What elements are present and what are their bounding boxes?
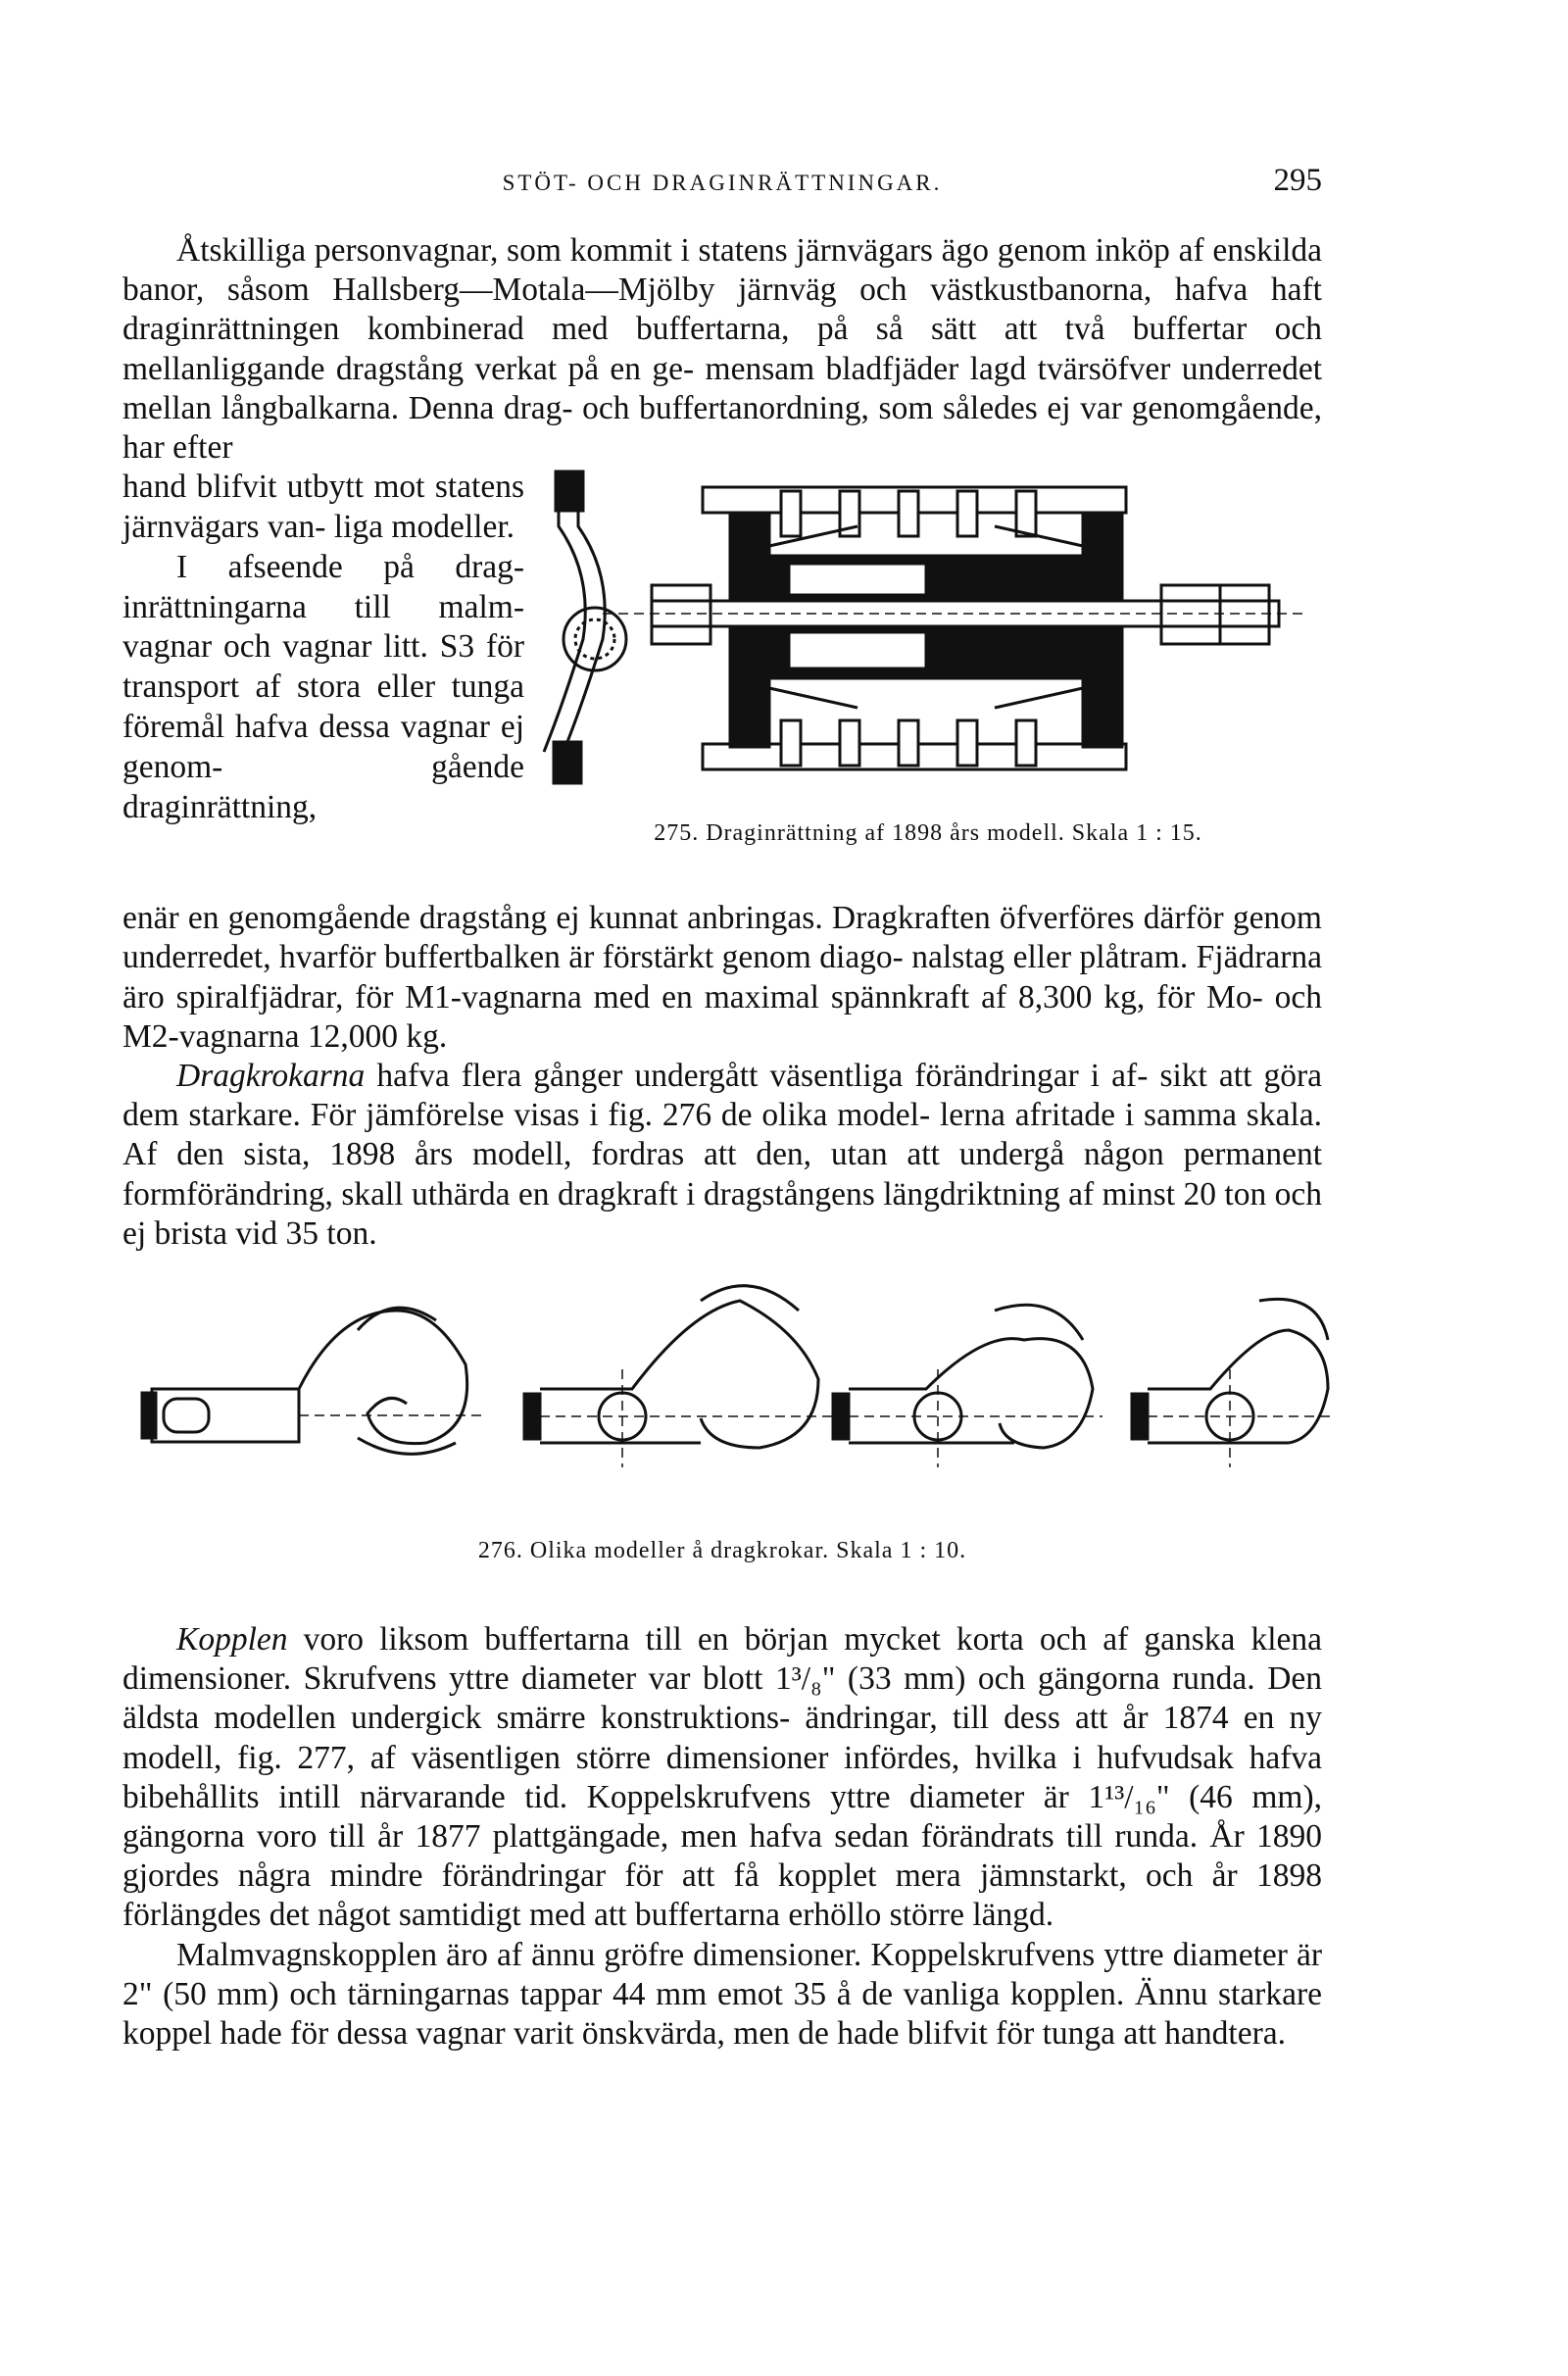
term-kopplen: Kopplen [176, 1621, 288, 1658]
paragraph-3: Dragkrokarna hafva flera gånger undergått väsentliga förändringar i af- sikt att göra dem starkare. För jämförelse visas i fig. 276 de olika model- lerna afritade i samma skala. Af den sista, 1898 års modell, fordras att den, utan att undergå någon permanent formförändring, skall uthärda en dragkraft i dragstångens längdriktning af minst 20 ton och ej brista vid 35 ton. [122, 1058, 1323, 1252]
page-header [122, 163, 1322, 202]
hook-model-1 [142, 1308, 485, 1454]
page-number: 295 [1273, 163, 1322, 198]
draw-gear-drawing [534, 468, 1322, 801]
paragraph-1-wrap: hand blifvit utbytt mot statens järnvägars van- liga modeller. [122, 469, 525, 546]
paragraph-4: Kopplen voro liksom buffertarna till en början mycket korta och af ganska klena dimensioner. Skrufvens yttre diameter var blott 1³/₈" (33 mm) och gängorna runda. Den äldsta modellen undergick smärre konstruktions- ändringar, till dess att år 1874 en ny modell, fig. 277, af väsentligen större dimensioner infördes, hvilka i hufvudsak hafva bibehållits intill närvarande tid. Koppelskrufvens yttre diameter är 1¹³/₁₆" (46 mm), gängorna voro till år 1877 plattgängade, men hafva sedan förändrats till runda. År 1890 gjordes några mindre förändringar för att få kopplet mera jämnstarkt, och år 1898 förlängdes det något samtidigt med att buffertarna erhöllo större längd. [122, 1621, 1323, 1934]
figure-wrap-area [122, 468, 1322, 899]
wrap-text-column [122, 468, 524, 827]
paragraph-5: Malmvagnskopplen äro af ännu gröfre dimensioner. Koppelskrufvens yttre diameter är 2" (50 mm) och tärningarnas tappar 44 mm emot 35 å de vanliga kopplen. Ännu starkare koppel hade för dessa vagnar varit önskvärda, men de hade blifvit för tunga att handtera. [122, 1936, 1322, 2053]
paragraph-2-tail: enär en genomgående dragstång ej kunnat anbringas. Dragkraften öfverföres därför genom underredet, hvarför buffertbalken är förstärkt genom diago- nalstag eller plåtram. Fjädrarna äro spiralfjädrar, för M1-vagnarna med en maximal spännkraft af 8,300 kg, för Mo- och M2-vagnarna 12,000 kg. [122, 900, 1323, 1055]
page-body [122, 231, 1322, 2054]
left-hook-cap [556, 471, 583, 511]
running-title: STÖT- OCH DRAGINRÄTTNINGAR. [502, 171, 943, 195]
hook-model-4 [1132, 1299, 1332, 1467]
hooks-drawing [113, 1271, 1332, 1526]
paragraph-1: Åtskilliga personvagnar, som kommit i statens järnvägars ägo genom inköp af enskilda banor, såsom Hallsberg—Motala—Mjölby järnväg och västkustbanorna, hafva haft draginrättningen kombinerad med buffertarna, på så sätt att två buffertar och mellanliggande dragstång verkat på en ge- mensam bladfjäder lagd tvärsöfver underredet mellan långbalkarna. Denna drag- och buffertanordning, som således ej var genomgående, har efter [122, 232, 1323, 467]
figure-275-caption: 275. Draginrättning af 1898 års modell. Skala 1 : 15. [654, 820, 1202, 847]
paragraph-2: I afseende på drag- inrättningarna till malm- vagnar och vagnar litt. S3 för transport af stora eller tunga föremål hafva dessa vagnar ej genom- gående draginrättning, [122, 548, 525, 825]
hook-model-3 [833, 1305, 1102, 1467]
figure-275 [534, 468, 1322, 899]
term-dragkrokarna: Dragkrokarna [176, 1058, 366, 1095]
figure-276-caption: 276. Olika modeller å dragkrokar. Skala 1 : 10. [477, 1538, 967, 1564]
figure-276 [122, 1271, 1322, 1595]
hook-model-2 [524, 1286, 848, 1467]
